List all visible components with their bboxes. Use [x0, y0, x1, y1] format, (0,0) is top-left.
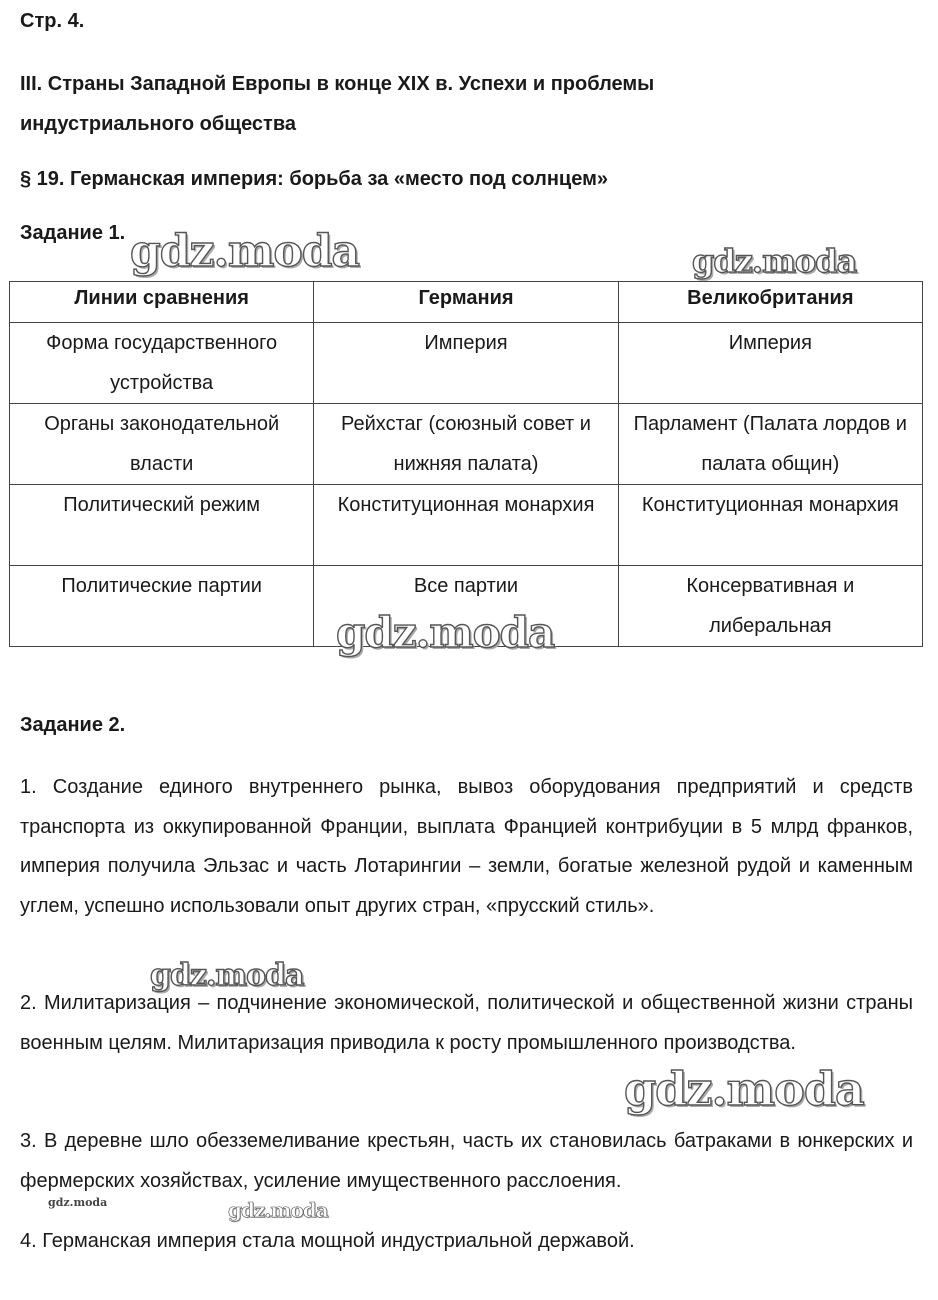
- watermark: gdz.moda: [48, 1196, 108, 1209]
- table-row: [10, 485, 923, 566]
- table-cell: Консервативная и либеральная: [618, 566, 922, 647]
- column-header: Линии сравнения: [10, 282, 314, 323]
- table-cell: Политический режим: [10, 485, 314, 566]
- table-row: [10, 404, 923, 485]
- table-row: [10, 323, 923, 404]
- answer-paragraph-1: 1. Создание единого внутреннего рынка, вывоз оборудования предприятий и средств транспорта из оккупированной Франции, выплата Францией контрибуции в 5 млрд франков, империя получила Эльзас и часть Лотарингии – земли, богатые железной рудой и каменным углем, успешно использовали опыт других стран, «прусский стиль».: [20, 776, 913, 917]
- column-header: Великобритания: [618, 282, 922, 323]
- watermark: gdz.moda: [624, 1062, 864, 1116]
- watermark: gdz.moda: [150, 958, 304, 993]
- watermark: gdz.moda: [130, 226, 360, 277]
- table-cell: Рейхстаг (союзный совет и нижняя палата): [314, 404, 618, 485]
- table-cell: Конституционная монархия: [314, 485, 618, 566]
- answer-paragraph-3: 3. В деревне шло обезземеливание крестьян, часть их становилась батраками в юнкерских и фермерских хозяйствах, усиление имущественного расслоения.: [20, 1130, 913, 1192]
- page-reference: Стр. 4.: [20, 10, 85, 32]
- task-1-title: Задание 1.: [20, 222, 126, 244]
- chapter-title: III. Страны Западной Европы в конце XIX в. Успехи и проблемы индустриального общества: [20, 73, 655, 135]
- table-cell: Империя: [314, 323, 618, 404]
- table-cell: Политические партии: [10, 566, 314, 647]
- column-header: Германия: [314, 282, 618, 323]
- table-cell: Органы законодательной власти: [10, 404, 314, 485]
- table-cell: Конституционная монархия: [618, 485, 922, 566]
- table-cell: Форма государственного устройства: [10, 323, 314, 404]
- watermark: gdz.moda: [336, 608, 555, 657]
- comparison-table: [9, 281, 923, 647]
- table-header-row: [10, 282, 923, 323]
- watermark: gdz.moda: [692, 242, 857, 280]
- table-cell: Империя: [618, 323, 922, 404]
- table-cell: Все партии: [314, 566, 618, 647]
- task-2-title: Задание 2.: [20, 714, 126, 736]
- answer-paragraph-4: 4. Германская империя стала мощной индустриальной державой.: [20, 1230, 635, 1252]
- watermark: gdz.moda: [228, 1198, 328, 1222]
- section-title: § 19. Германская империя: борьба за «место под солнцем»: [20, 168, 609, 190]
- answer-paragraph-2: 2. Милитаризация – подчинение экономической, политической и общественной жизни страны военным целям. Милитаризация приводила к росту промышленного производства.: [20, 992, 913, 1054]
- table-row: [10, 566, 923, 647]
- table-cell: Парламент (Палата лордов и палата общин): [618, 404, 922, 485]
